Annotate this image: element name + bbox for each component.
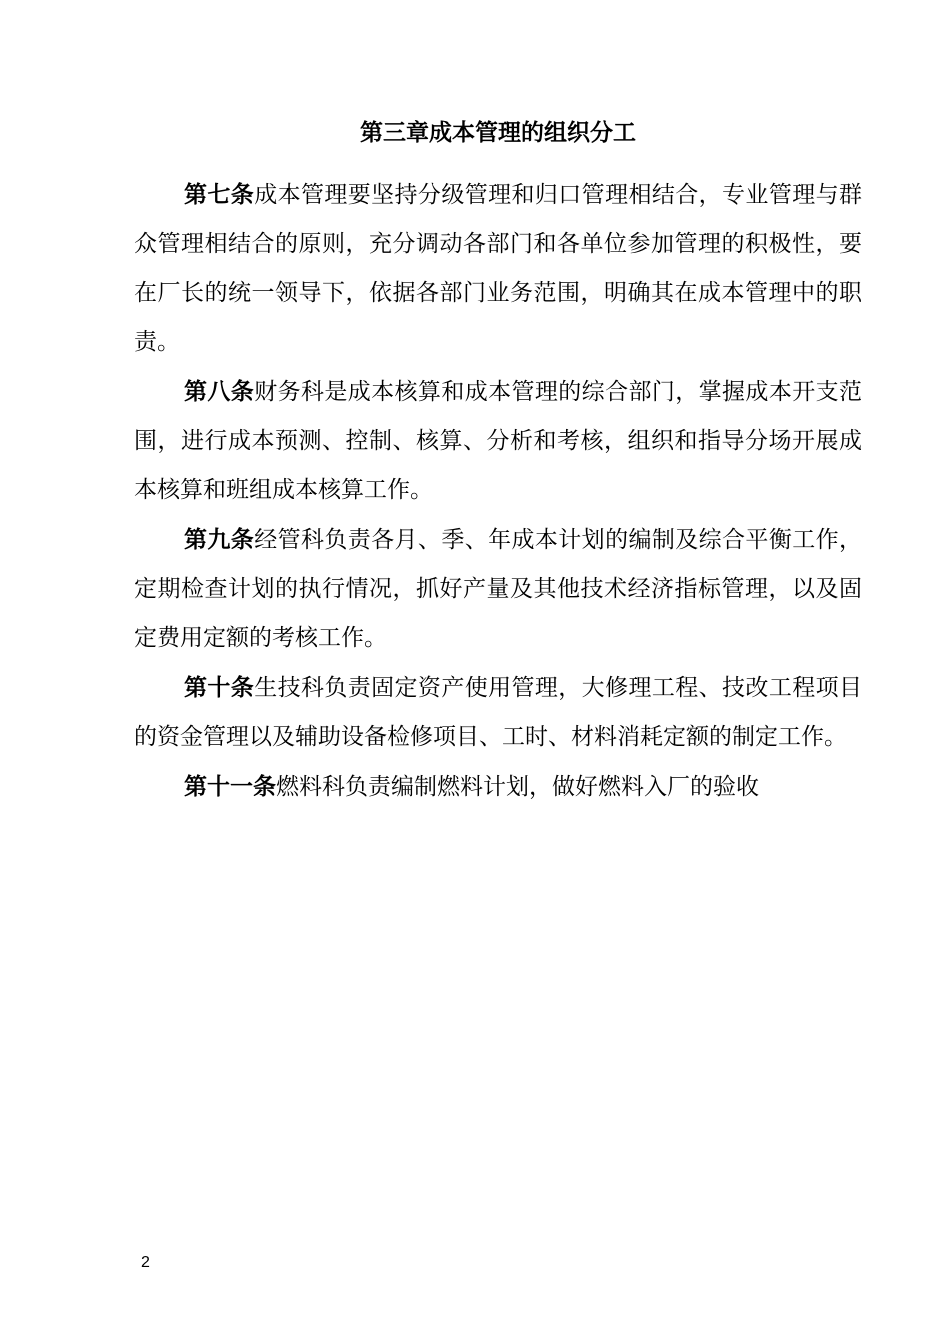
chapter-title: 第三章成本管理的组织分工 [360,120,636,146]
article-text: 财务科是成本核算和成本管理的综合部门，掌握成本开支范围，进行成本预测、控制、核算、分析和考核，组织和指导分场开展成本核算和班组成本核算工作。 [134,379,863,503]
article-label: 第十一条 [184,774,276,800]
article-10 [134,664,862,762]
article-7 [134,171,862,367]
page-number: 2 [141,1254,150,1271]
article-8 [134,368,862,515]
article-text: 经管科负责各月、季、年成本计划的编制及综合平衡工作，定期检查计划的执行情况，抓好产量及其他技术经济指标管理，以及固定费用定额的考核工作。 [134,527,863,651]
article-label: 第七条 [184,182,255,208]
article-9 [134,516,862,663]
article-11 [134,763,862,812]
article-label: 第十条 [184,675,255,701]
article-text: 生技科负责固定资产使用管理，大修理工程、技改工程项目的资金管理以及辅助设备检修项目、工时、材料消耗定额的制定工作。 [134,675,863,750]
article-label: 第九条 [184,527,255,553]
article-label: 第八条 [184,379,255,405]
article-text: 燃料科负责编制燃料计划，做好燃料入厂的验收 [276,774,759,800]
article-text: 成本管理要坚持分级管理和归口管理相结合，专业管理与群众管理相结合的原则，充分调动各部门和各单位参加管理的积极性，要在厂长的统一领导下，依据各部门业务范围，明确其在成本管理中的职责。 [134,182,863,355]
